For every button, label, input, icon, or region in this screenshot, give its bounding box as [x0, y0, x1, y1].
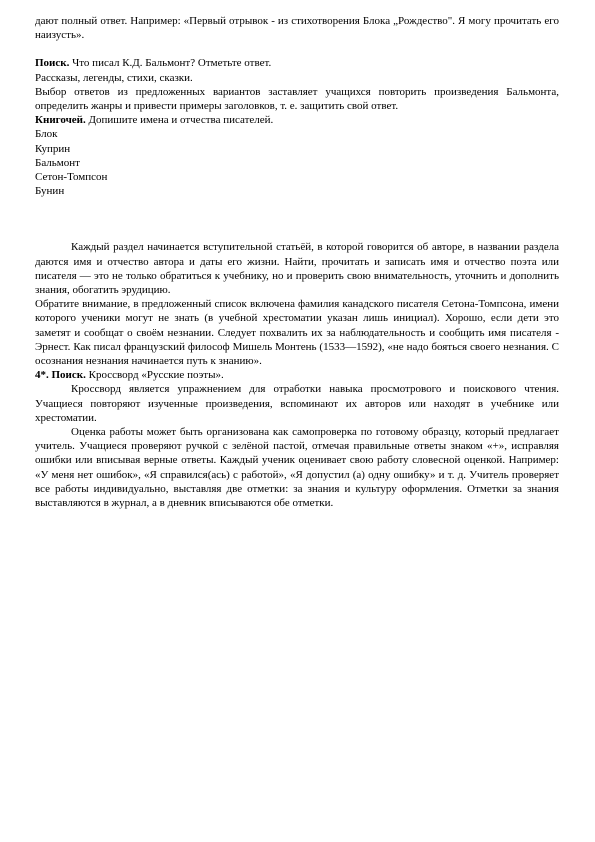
crossword-label: 4*. Поиск.: [35, 369, 86, 382]
writer-item: Бальмонт: [35, 156, 80, 169]
spacer: [35, 198, 559, 240]
knigochey-task: [35, 113, 559, 127]
poisk-label: Поиск.: [35, 57, 70, 70]
crossword-paragraph-1: Кроссворд является упражнением для отработки навыка просмотрового и поискового чтения. Учащиеся повторяют изученные произведения, вспоминают их авторов или находят в учебнике или хрестоматии.: [35, 383, 559, 424]
spacer: [35, 42, 559, 56]
poisk-options: Рассказы, легенды, стихи, сказки.: [35, 71, 193, 84]
writer-item: Сетон-Томпсон: [35, 171, 108, 184]
crossword-title: Кроссворд «Русские поэты».: [85, 369, 224, 382]
section-paragraph: Каждый раздел начинается вступительной статьёй, в которой говорится об авторе, в названии раздела даются имя и отчество автора и даты его жизни. Найти, прочитать и записать имя и отчество поэта или писателя — это не только обратиться к учебнику, но и проверить свою внимательность, уточнить и дополнить знания, обогатить эрудицию.: [35, 241, 559, 297]
intro-paragraph: дают полный ответ. Например: «Первый отрывок - из стихотворения Блока „Рождество". Я могу прочитать его наизусть».: [35, 15, 559, 42]
crossword-heading: [35, 368, 559, 382]
crossword-paragraph-2: Оценка работы может быть организована как самопроверка по готовому образцу, который предлагает учитель. Учащиеся проверяют ручкой с зелёной пастой, отмечая правильные ответы знаком «+», исправляя ошибки или вписывая верные ответы. Каждый ученик оценивает свою работу словесной оценкой. Например: «У меня нет ошибок», «Я справился(ась) с работой», «Я допустил (а) одну ошибку» и т. д. Учитель проверяет все работы индивидуально, выставляя две отметки: за знания и культуру оформления. Отметки за знания выставляются в журнал, а в дневник вписываются обе отметки.: [35, 426, 559, 510]
writer-item: Куприн: [35, 142, 71, 155]
poisk-question-text: Что писал К.Д. Бальмонт? Отметьте ответ.: [69, 57, 272, 70]
writer-item: Блок: [35, 128, 58, 141]
poisk-explanation: Выбор ответов из предложенных вариантов заставляет учащихся повторить произведения Бальмонта, определить жанры и привести примеры заголовков, т. е. защитить свой ответ.: [35, 85, 559, 113]
document-page: [35, 14, 559, 510]
writer-item: Бунин: [35, 185, 65, 198]
poisk-question: [35, 56, 559, 70]
knigochey-task-text: Допишите имена и отчества писателей.: [85, 114, 274, 127]
attention-paragraph: Обратите внимание, в предложенный список включена фамилия канадского писателя Сетона-Томпсона, имени которого ученики могут не знать (в учебной хрестоматии указан лишь инициал). Хорошо, если дети это заметят и сообщат о своём незнании. Следует похвалить их за наблюдательность и сообщить имя писателя - Эрнест. Как писал французский философ Мишель Монтень (1533—1592), «не надо бояться своего незнания. С осознания незнания начинается путь к знанию».: [35, 298, 559, 368]
knigochey-label: Книгочей.: [35, 114, 86, 127]
